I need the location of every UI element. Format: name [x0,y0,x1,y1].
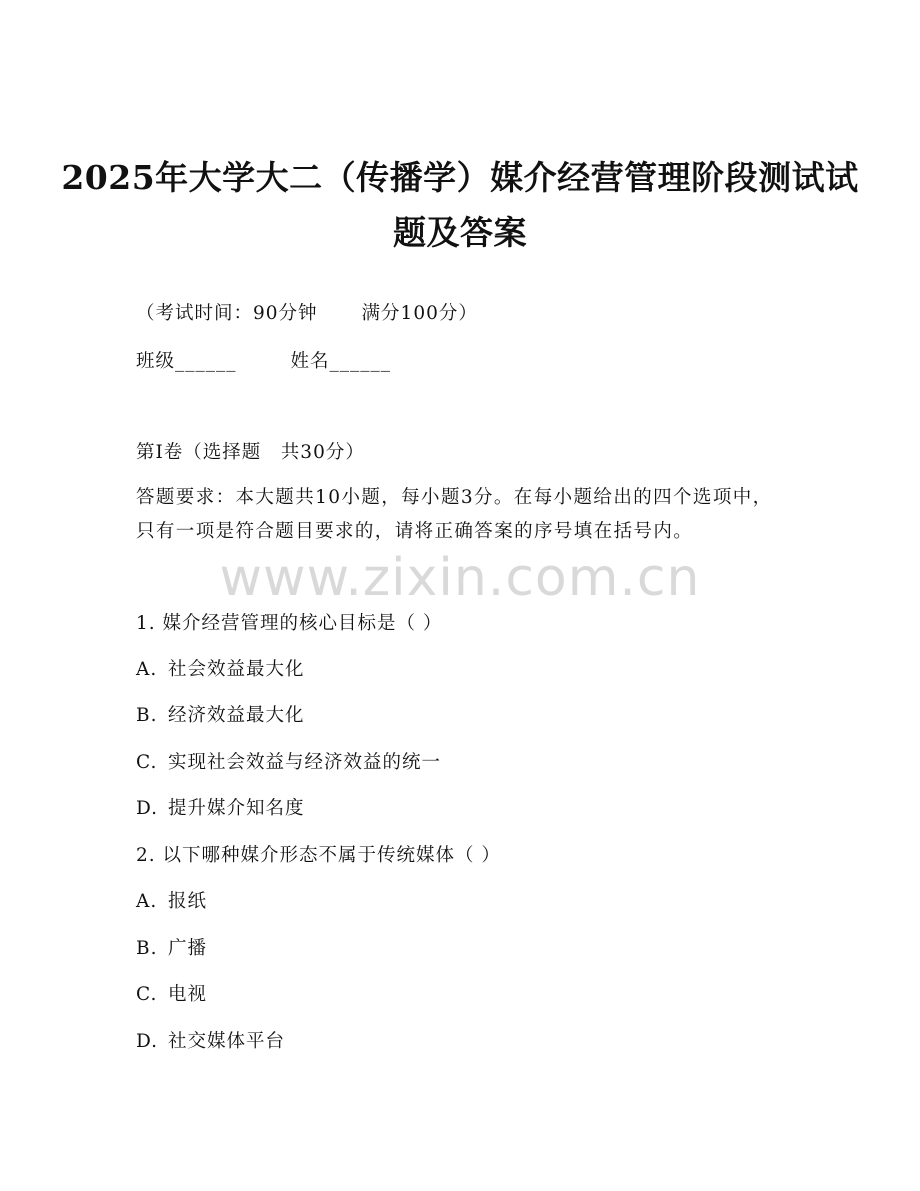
exam-time: （考试时间：90分钟 [136,303,318,324]
question-2-option-d [136,1029,285,1055]
option-text: 提升媒介知名度 [168,798,305,819]
question-1-option-b [136,703,305,729]
option-label: C. [136,752,158,773]
student-info-line [136,349,391,375]
question-2-option-a [136,889,207,915]
option-text: 报纸 [168,891,208,912]
option-text: 电视 [168,984,208,1005]
option-text: 广播 [168,938,208,959]
option-text: 社交媒体平台 [168,1031,286,1052]
question-1-option-d [136,796,305,822]
question-2-stem: 2. 以下哪种媒介形态不属于传统媒体（ ） [136,845,501,866]
section-heading: 第I卷（选择题 共30分） [136,442,365,463]
watermark: www.zixin.com.cn [219,548,701,608]
option-text: 社会效益最大化 [168,659,305,680]
instructions-text: 答题要求：本大题共10小题，每小题3分。在每小题给出的四个选项中，只有一项是符合题目要求的，请将正确答案的序号填在括号内。 [136,487,773,542]
question-1-option-c [136,750,441,776]
question-2-option-b [136,936,207,962]
exam-info-line [136,301,478,327]
option-label: A. [136,891,158,912]
option-text: 经济效益最大化 [168,705,305,726]
full-score: 满分100分） [361,303,478,324]
option-text: 实现社会效益与经济效益的统一 [168,752,442,773]
question-1-option-a [136,657,305,683]
question-1-stem: 1. 媒介经营管理的核心目标是（ ） [136,613,443,634]
option-label: D. [136,1031,159,1052]
option-label: D. [136,798,159,819]
class-field: 班级______ [136,351,237,372]
document-title: 2025年大学大二（传播学）媒介经营管理阶段测试试题及答案 [61,158,859,252]
option-label: C. [136,984,158,1005]
option-label: A. [136,659,158,680]
question-2-option-c [136,982,207,1008]
option-label: B. [136,938,158,959]
name-field: 姓名______ [290,351,392,372]
option-label: B. [136,705,158,726]
